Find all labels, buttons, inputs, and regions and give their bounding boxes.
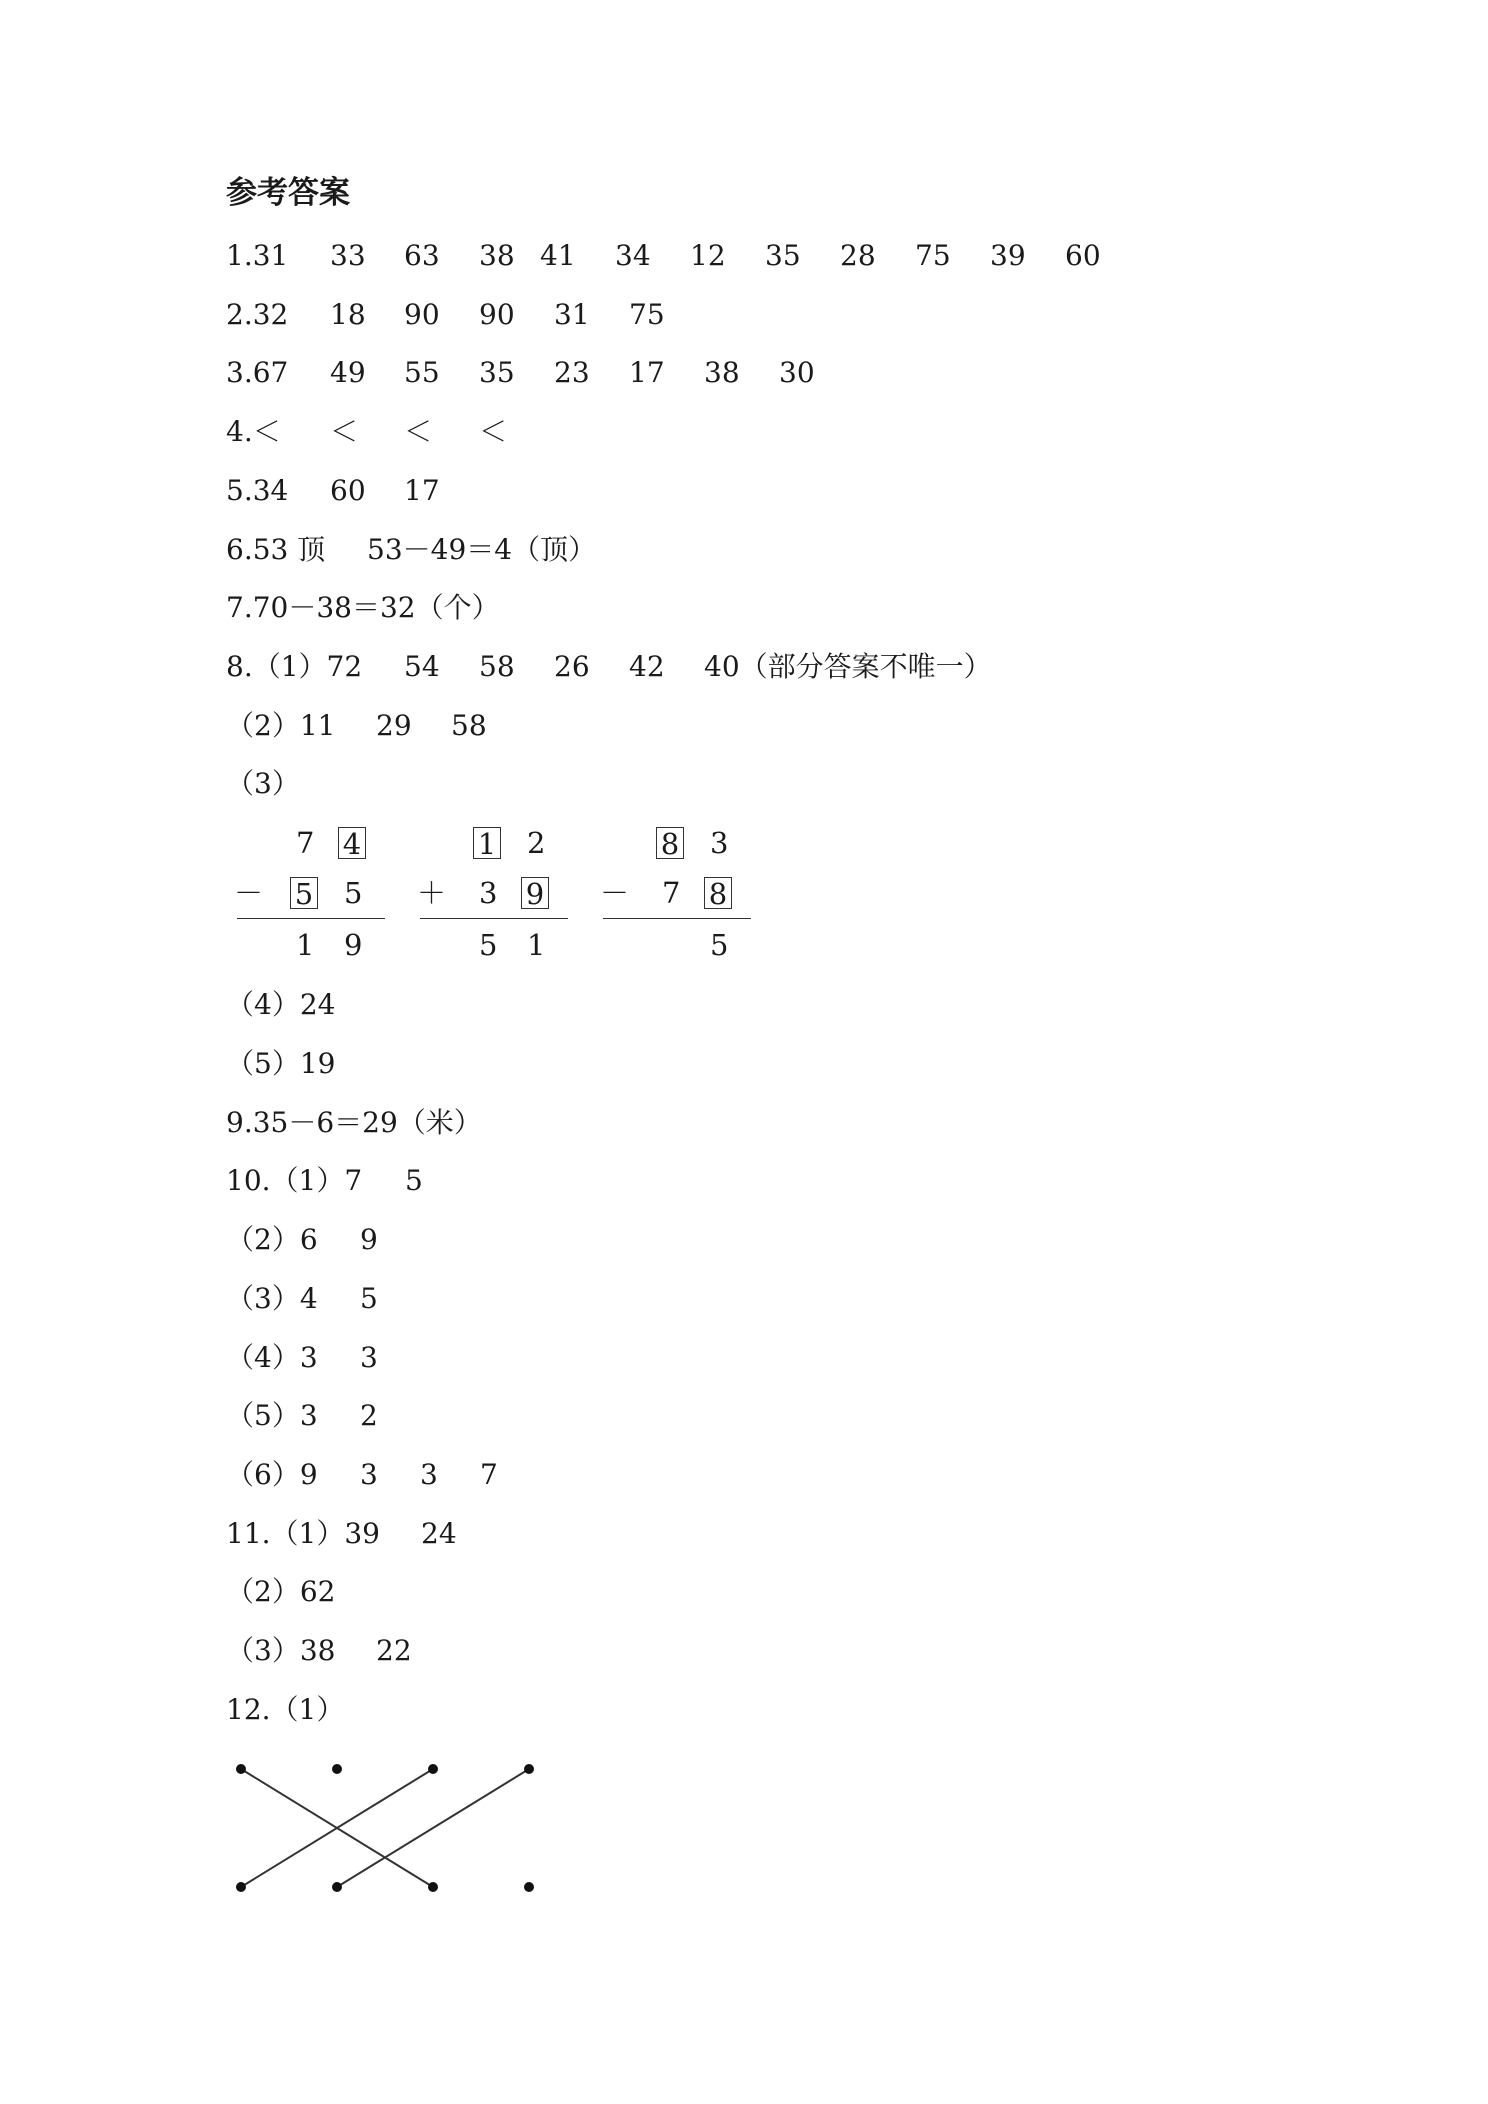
answer-value: 5.34: [226, 474, 289, 507]
answer-value: 11.（1）39: [226, 1517, 380, 1550]
answer-value: 3.67: [226, 356, 289, 389]
answer-value: 60: [330, 474, 366, 507]
sum-line: [420, 918, 568, 919]
answer-value: 58: [451, 709, 487, 742]
answer-value: 26: [554, 650, 590, 683]
answer-value: 35: [479, 356, 515, 389]
answer-value: （3）4: [226, 1282, 318, 1315]
answer-value: 23: [554, 356, 590, 389]
answer-value: 60: [1065, 239, 1101, 272]
answer-value: 29: [376, 709, 412, 742]
answer-value: 5: [405, 1164, 423, 1197]
answer-value: 38: [479, 239, 515, 272]
answer-value: 42: [629, 650, 665, 683]
bottom-dot: [428, 1882, 438, 1892]
top-dot: [332, 1764, 342, 1774]
page-title: 参考答案: [226, 175, 350, 211]
answer-value: 22: [376, 1634, 412, 1667]
filled-box-digit: 9: [521, 877, 549, 909]
answer-value: 4.＜: [226, 415, 281, 448]
digit: 7: [662, 876, 681, 910]
answer-value: 5: [360, 1282, 378, 1315]
answer-value: 2.32: [226, 298, 289, 331]
matching-diagram: [226, 1756, 556, 1896]
answer-value: 17: [629, 356, 665, 389]
answer-value: （3）38: [226, 1634, 336, 1667]
answer-value: （5）19: [226, 1047, 336, 1080]
bottom-dot: [332, 1882, 342, 1892]
answer-value: （2）6: [226, 1223, 318, 1256]
bottom-dot: [524, 1882, 534, 1892]
vertical-calculations: [226, 826, 786, 966]
answer-value: 6.53 顶: [226, 533, 326, 566]
answer-value: 9.35－6＝29（米）: [226, 1106, 482, 1139]
answer-value: 28: [840, 239, 876, 272]
digit: 5: [710, 928, 729, 962]
answer-value: （6）9: [226, 1458, 318, 1491]
answer-value: （3）: [226, 767, 300, 800]
bottom-dot: [236, 1882, 246, 1892]
answer-value: 24: [421, 1517, 457, 1550]
filled-box-digit: 5: [290, 877, 318, 909]
vertical-calc: [226, 826, 386, 966]
answer-value: 35: [765, 239, 801, 272]
answer-value: 30: [779, 356, 815, 389]
answer-value: 90: [404, 298, 440, 331]
digit: 7: [296, 826, 315, 860]
answer-value: 38: [704, 356, 740, 389]
top-dot: [236, 1764, 246, 1774]
top-dot: [428, 1764, 438, 1774]
answer-value: 3: [360, 1458, 378, 1491]
answer-value: 12.（1）: [226, 1693, 345, 1726]
answer-value: 12: [690, 239, 726, 272]
answer-value: （5）3: [226, 1399, 318, 1432]
filled-box-digit: 8: [656, 827, 684, 859]
answer-value: （4）3: [226, 1341, 318, 1374]
answer-value: 75: [915, 239, 951, 272]
answer-value: 3: [420, 1458, 438, 1491]
answer-value: 2: [360, 1399, 378, 1432]
answer-value: 49: [330, 356, 366, 389]
answer-value: ＜: [479, 415, 508, 448]
answer-value: ＜: [330, 415, 359, 448]
top-dot: [524, 1764, 534, 1774]
filled-box-digit: 8: [704, 877, 732, 909]
answer-value: 63: [404, 239, 440, 272]
digit: 3: [479, 876, 498, 910]
match-line: [337, 1769, 529, 1887]
answer-value: 18: [330, 298, 366, 331]
answer-value: （4）24: [226, 988, 336, 1021]
answer-value: 33: [330, 239, 366, 272]
digit: 3: [710, 826, 729, 860]
answer-value: 53－49＝4（顶）: [367, 533, 597, 566]
operator: －: [600, 876, 630, 910]
answer-value: 34: [615, 239, 651, 272]
operator: ＋: [417, 876, 447, 910]
answer-value: 7.70－38＝32（个）: [226, 591, 500, 624]
answer-value: 40（部分答案不唯一）: [704, 650, 992, 683]
answer-value: 75: [629, 298, 665, 331]
digit: 1: [296, 928, 315, 962]
vertical-calc: [592, 826, 752, 966]
answer-value: 54: [404, 650, 440, 683]
sum-line: [603, 918, 751, 919]
digit: 5: [479, 928, 498, 962]
answer-value: ＜: [404, 415, 433, 448]
answer-value: 7: [480, 1458, 498, 1491]
answer-value: 41: [540, 239, 576, 272]
answer-value: 1.31: [226, 239, 289, 272]
digit: 1: [527, 928, 546, 962]
filled-box-digit: 4: [338, 827, 366, 859]
answer-value: 17: [404, 474, 440, 507]
answer-value: 58: [479, 650, 515, 683]
digit: 5: [344, 876, 363, 910]
answer-value: 9: [360, 1223, 378, 1256]
answer-value: 31: [554, 298, 590, 331]
answer-value: 8.（1）72: [226, 650, 363, 683]
vertical-calc: [409, 826, 569, 966]
filled-box-digit: 1: [473, 827, 501, 859]
answer-value: （2）62: [226, 1575, 336, 1608]
operator: －: [234, 876, 264, 910]
answer-value: 39: [990, 239, 1026, 272]
digit: 2: [527, 826, 546, 860]
sum-line: [237, 918, 385, 919]
answer-value: 90: [479, 298, 515, 331]
answer-value: 55: [404, 356, 440, 389]
answer-value: （2）11: [226, 709, 336, 742]
digit: 9: [344, 928, 363, 962]
answer-value: 3: [360, 1341, 378, 1374]
answer-value: 10.（1）7: [226, 1164, 363, 1197]
